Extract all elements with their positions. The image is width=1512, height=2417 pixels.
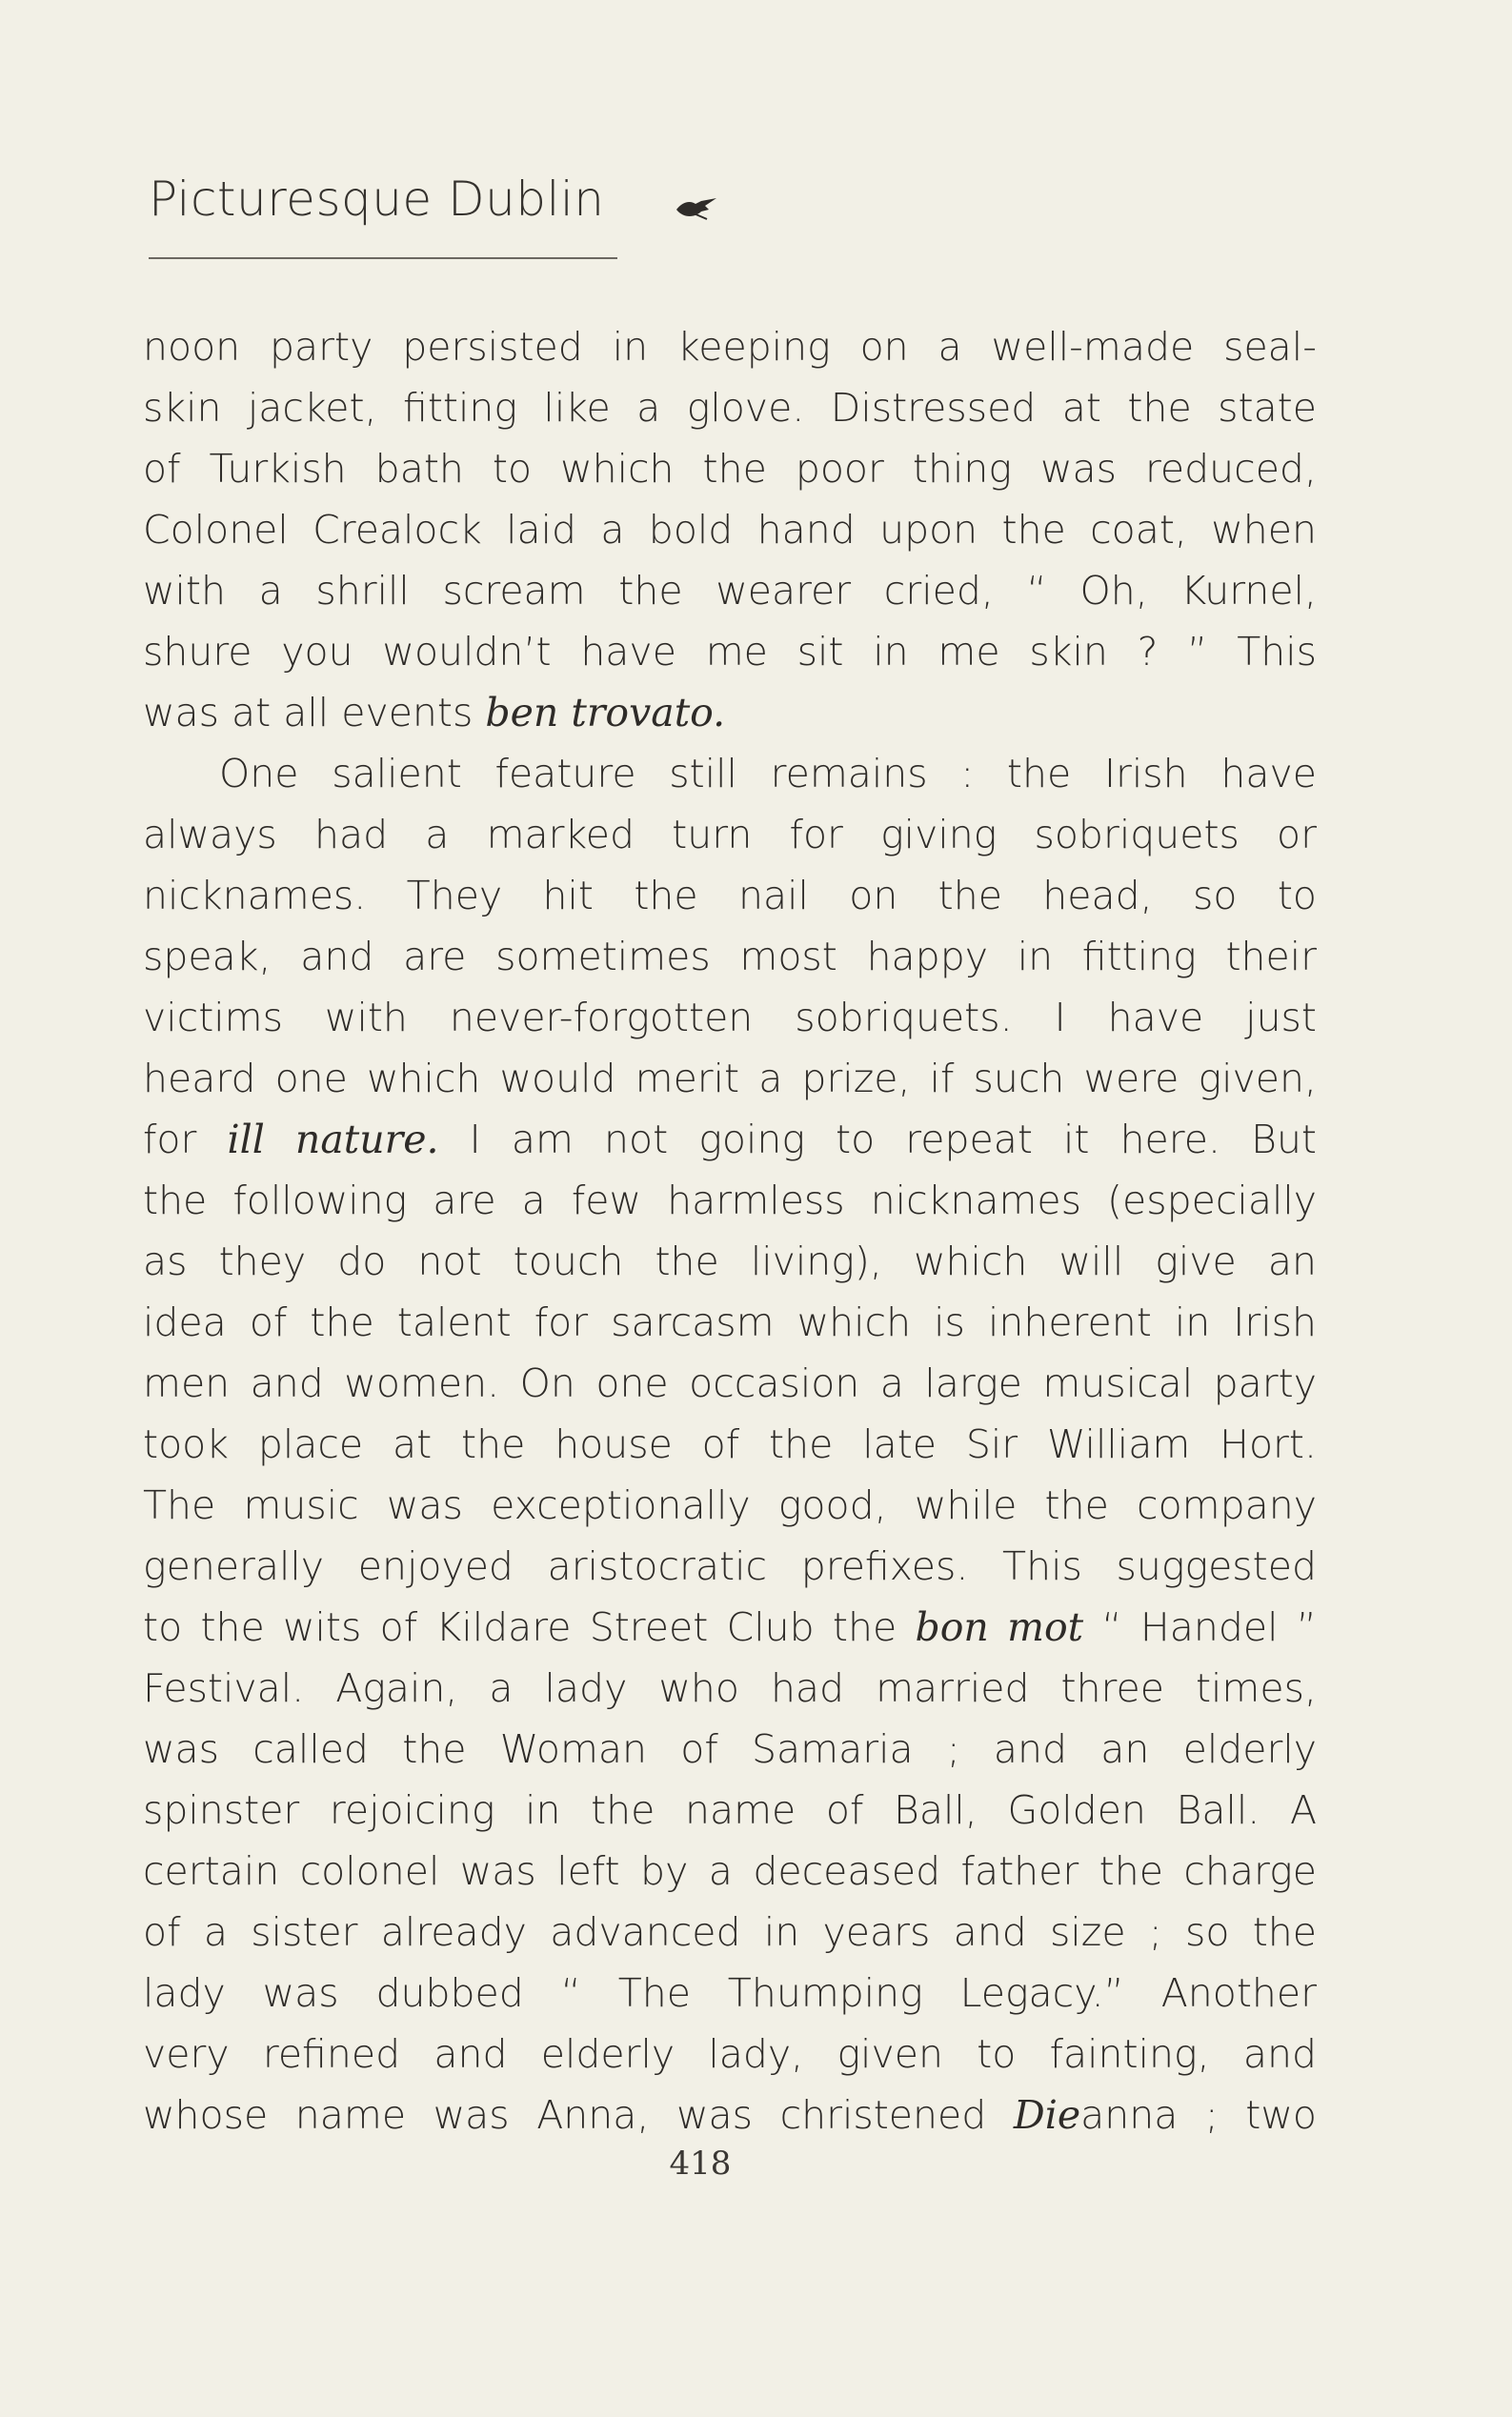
- text-line: [143, 2024, 1317, 2085]
- text-line: [143, 1475, 1317, 1536]
- text-segment: the following are a few harmless nicknames (especially: [143, 1178, 1317, 1223]
- text-line: [143, 804, 1317, 865]
- italic-text: ben trovato.: [485, 690, 726, 735]
- text-segment: for: [143, 1117, 228, 1162]
- text-line: [143, 1353, 1317, 1414]
- pointing-hand-ornament-icon: [673, 191, 718, 225]
- text-segment: generally enjoyed aristocratic prefixes. This suggested: [143, 1543, 1317, 1589]
- text-line: [143, 682, 1317, 743]
- text-line: [143, 1902, 1317, 1963]
- text-segment: lady was dubbed “ The Thumping Legacy.” Another: [143, 1970, 1317, 2016]
- text-line: [143, 1109, 1317, 1170]
- text-line: [143, 987, 1317, 1048]
- text-segment: skin jacket, fitting like a glove. Distressed at the state: [143, 385, 1317, 431]
- text-line: [143, 743, 1317, 804]
- text-segment: I am not going to repeat it here. But: [438, 1117, 1318, 1162]
- text-segment: men and women. On one occasion a large musical party: [143, 1360, 1317, 1406]
- text-segment: idea of the talent for sarcasm which is inherent in Irish: [143, 1299, 1317, 1345]
- text-segment: with a shrill scream the wearer cried, “ Oh, Kurnel,: [143, 568, 1317, 614]
- text-line: [143, 1719, 1317, 1780]
- text-segment: of a sister already advanced in years and size ; so the: [143, 1909, 1317, 1955]
- text-line: [143, 560, 1317, 621]
- text-segment: anna ; two: [1080, 2092, 1318, 2138]
- text-segment: shure you wouldn’t have me sit in me skin ? ” This: [143, 629, 1317, 675]
- text-line: [143, 377, 1317, 438]
- text-segment: always had a marked turn for giving sobriquets or: [143, 812, 1317, 857]
- text-line: [143, 316, 1317, 377]
- text-line: [143, 1658, 1317, 1719]
- text-line: [143, 1231, 1317, 1292]
- text-segment: took place at the house of the late Sir William Hort.: [143, 1421, 1317, 1467]
- text-segment: whose name was Anna, was christened: [143, 2092, 1014, 2138]
- body-text: [143, 316, 1317, 2145]
- running-title: Picturesque Dublin: [149, 171, 605, 227]
- text-segment: One salient feature still remains : the Irish have: [219, 751, 1317, 796]
- text-line: [143, 499, 1317, 560]
- text-line: [143, 1292, 1317, 1353]
- text-line: [143, 621, 1317, 682]
- text-segment: The music was exceptionally good, while the company: [143, 1482, 1317, 1528]
- text-line: [143, 2085, 1317, 2145]
- text-line: [143, 1963, 1317, 2024]
- text-line: [143, 1536, 1317, 1597]
- text-line: [143, 438, 1317, 499]
- italic-text: ill nature.: [227, 1117, 439, 1162]
- text-segment: nicknames. They hit the nail on the head, so to: [143, 873, 1317, 918]
- text-segment: very refined and elderly lady, given to fainting, and: [143, 2031, 1317, 2077]
- text-segment: “ Handel ”: [1083, 1604, 1318, 1650]
- text-segment: was called the Woman of Samaria ; and an elderly: [143, 1726, 1317, 1772]
- text-line: [143, 926, 1317, 987]
- text-segment: certain colonel was left by a deceased father the charge: [143, 1848, 1317, 1894]
- text-segment: victims with never-forgotten sobriquets. I have just: [143, 995, 1317, 1040]
- text-line: [143, 1841, 1317, 1902]
- text-segment: was at all events: [143, 690, 486, 735]
- text-segment: heard one which would merit a prize, if such were given,: [143, 1056, 1317, 1101]
- text-line: [143, 1597, 1317, 1658]
- page-number: 418: [669, 2145, 732, 2183]
- text-line: [143, 1170, 1317, 1231]
- text-segment: Festival. Again, a lady who had married three times,: [143, 1665, 1317, 1711]
- text-segment: spinster rejoicing in the name of Ball, Golden Ball. A: [143, 1787, 1317, 1833]
- italic-text: bon mot: [915, 1604, 1084, 1650]
- text-segment: noon party persisted in keeping on a well-made seal-: [143, 324, 1317, 370]
- italic-text: Die: [1013, 2092, 1081, 2138]
- text-line: [143, 1414, 1317, 1475]
- text-segment: as they do not touch the living), which will give an: [143, 1239, 1317, 1284]
- text-segment: of Turkish bath to which the poor thing was reduced,: [143, 446, 1317, 492]
- text-line: [143, 1048, 1317, 1109]
- text-segment: Colonel Crealock laid a bold hand upon the coat, when: [143, 507, 1317, 553]
- text-segment: speak, and are sometimes most happy in fitting their: [143, 934, 1317, 979]
- text-line: [143, 1780, 1317, 1841]
- text-segment: to the wits of Kildare Street Club the: [143, 1604, 916, 1650]
- text-line: [143, 865, 1317, 926]
- header-rule: [149, 257, 617, 259]
